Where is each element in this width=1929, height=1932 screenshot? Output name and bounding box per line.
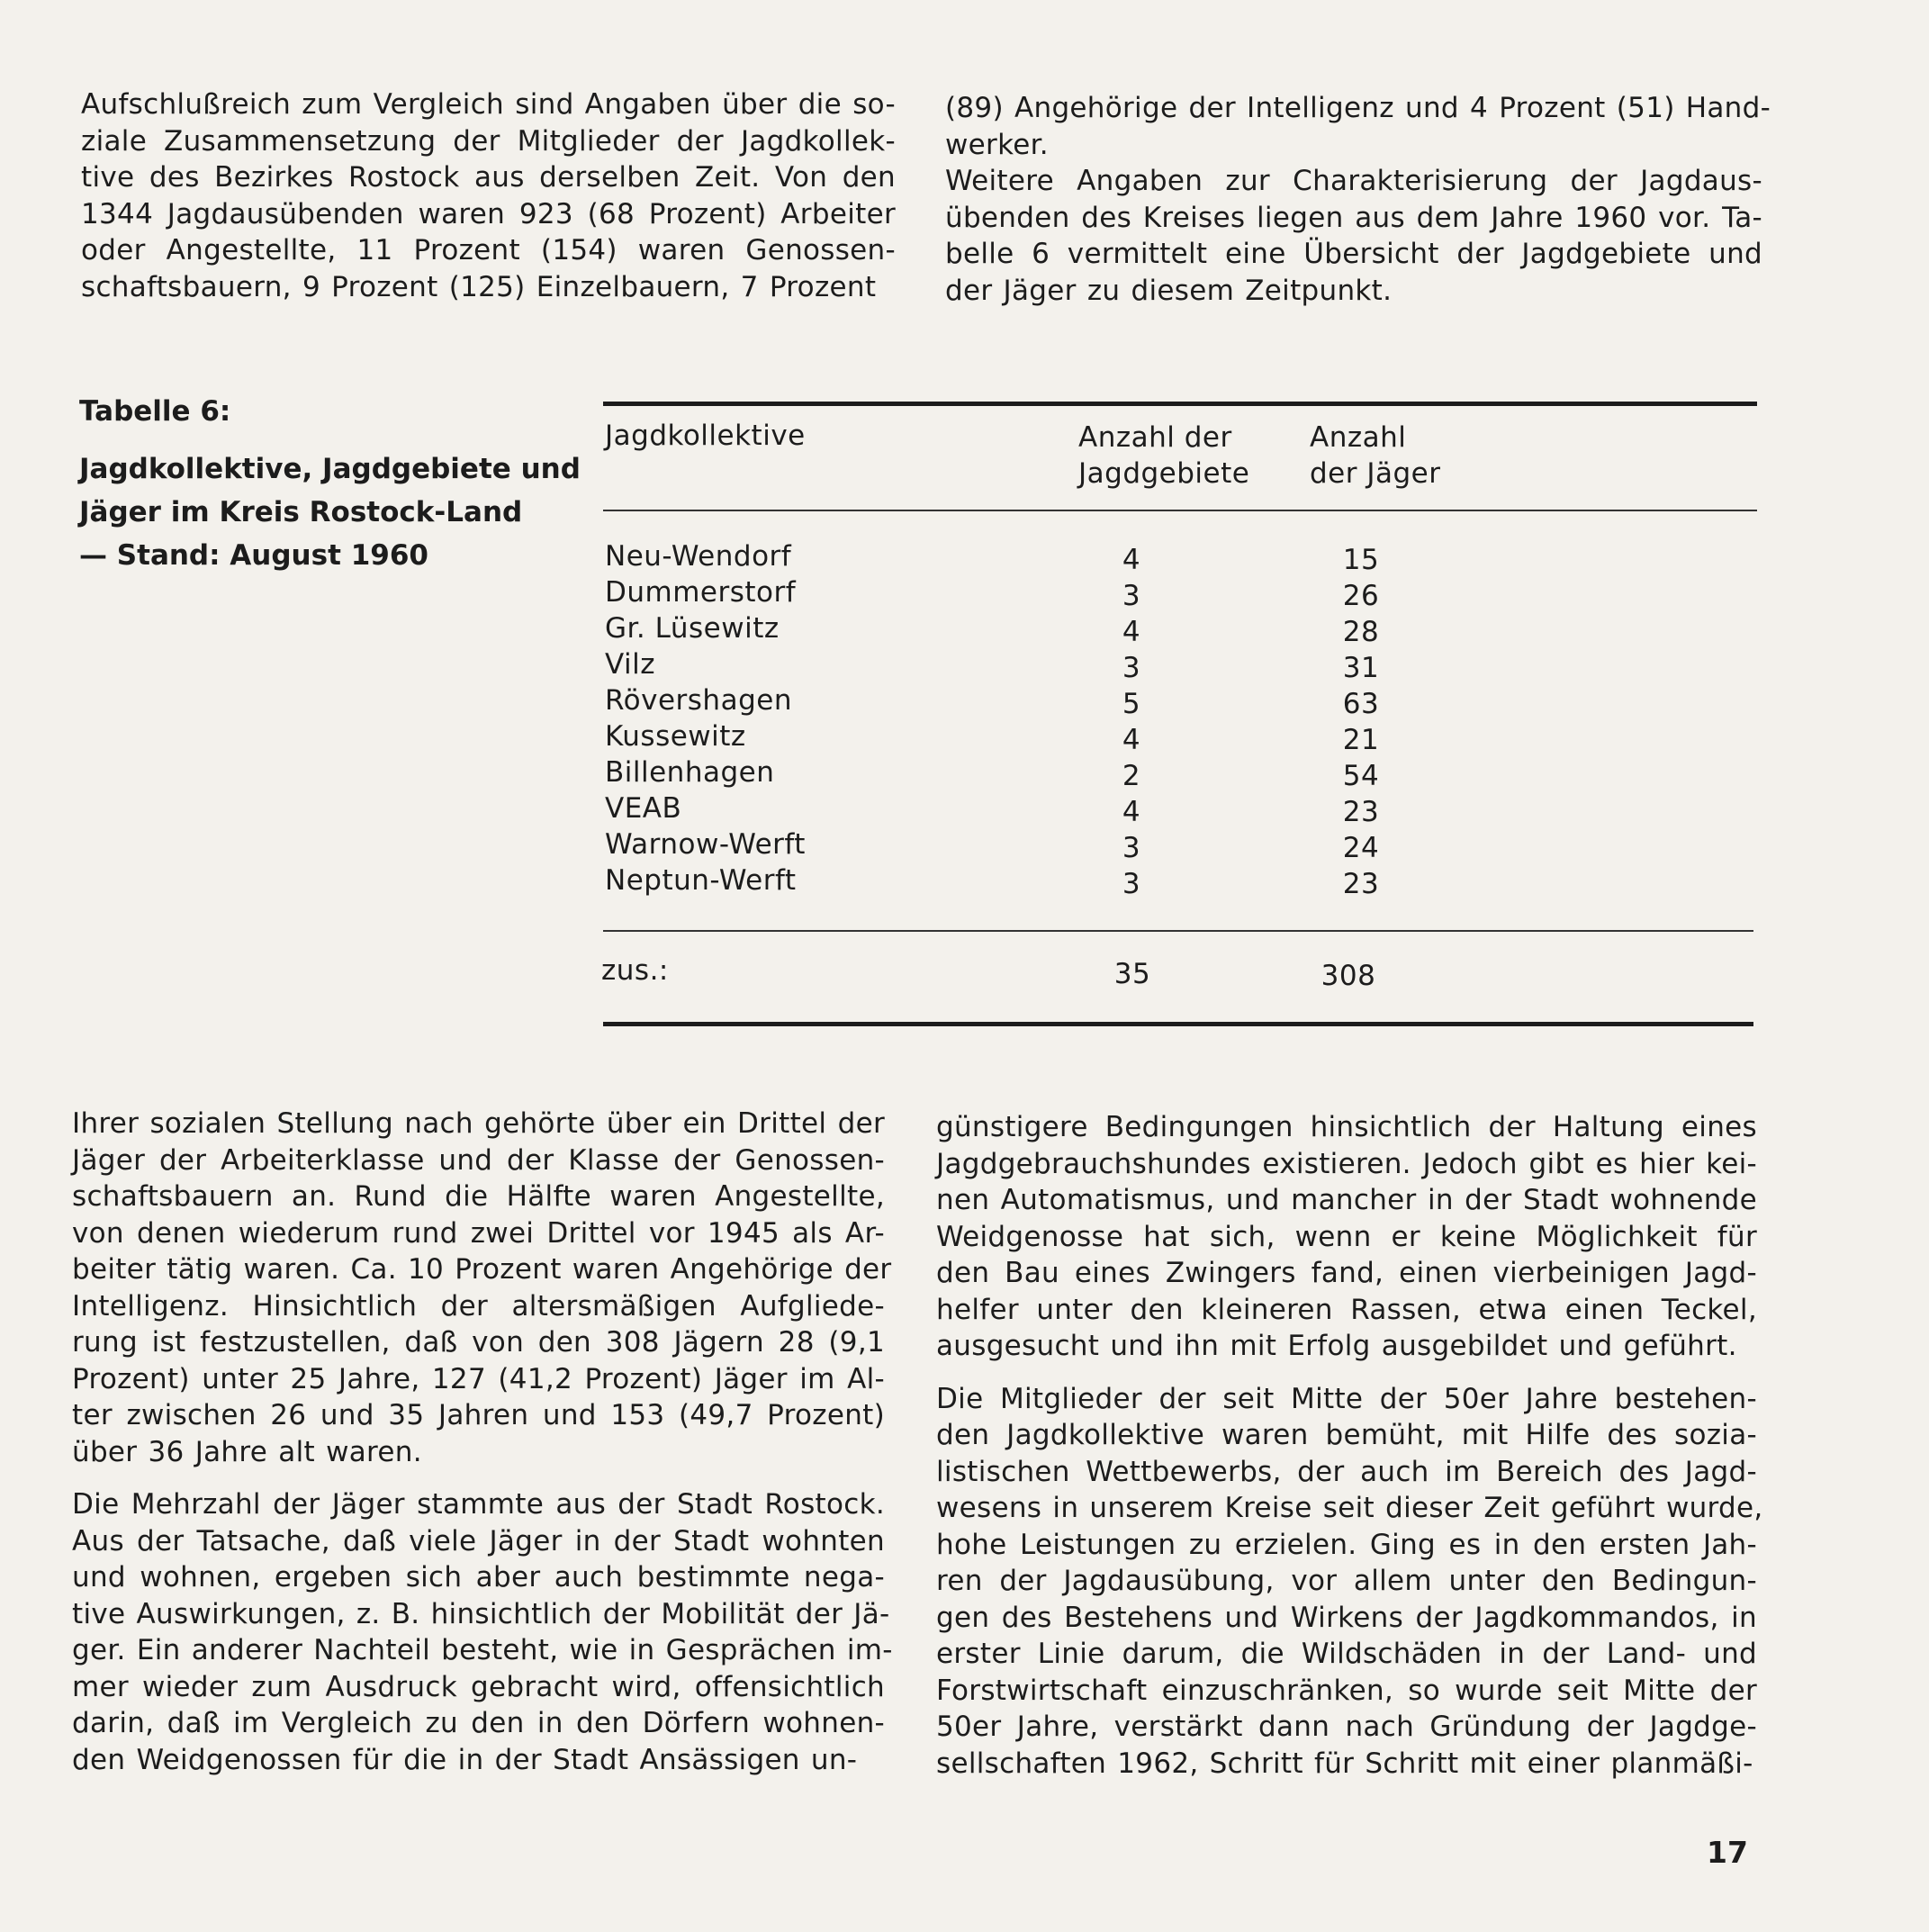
text-line: Forstwirtschaft einzuschränken, so wurde seit Mitte der xyxy=(936,1674,1757,1707)
text-line: Jäger der Arbeiterklasse und der Klasse der Genossen- xyxy=(72,1143,885,1177)
text-line: 50er Jahre, verstärkt dann nach Gründung der Jagdge- xyxy=(936,1711,1757,1743)
text-line: ger. Ein anderer Nachteil besteht, wie in Gesprächen im- xyxy=(72,1634,893,1666)
text-line: günstigere Bedingungen hinsichtlich der Haltung eines xyxy=(936,1111,1757,1143)
table-row xyxy=(605,610,1469,646)
text-line: Weidgenosse hat sich, wenn er keine Möglichkeit für xyxy=(936,1220,1757,1253)
table-caption-label: Tabelle 6: xyxy=(79,395,231,428)
table-row xyxy=(605,862,1469,898)
text-line: rung ist festzustellen, daß von den 308 Jägern 28 (9,1 xyxy=(72,1326,885,1359)
cell-jaeger: 21 xyxy=(1342,724,1380,756)
paragraph xyxy=(936,1109,1757,1365)
text-line: Jagdgebrauchshundes existieren. Jedoch gibt es hier kei- xyxy=(936,1147,1757,1180)
cell-jagdkollektiv: Gr. Lüsewitz xyxy=(605,612,780,645)
cell-jagdkollektiv: Warnow-Werft xyxy=(605,828,806,861)
text-line: Intelligenz. Hinsichtlich der altersmäßigen Aufgliede- xyxy=(72,1289,885,1323)
text-line: 1344 Jagdausübenden waren 923 (68 Prozent) Arbeiter xyxy=(81,197,896,230)
cell-jagdkollektiv: Kussewitz xyxy=(605,720,746,753)
table-caption-line: Jagdkollektive, Jagdgebiete und xyxy=(79,453,581,485)
cell-jagdgebiete: 4 xyxy=(1122,724,1141,756)
header-line: Jagdgebiete xyxy=(1078,457,1250,490)
text-line: ter zwischen 26 und 35 Jahren und 153 (49,7 Prozent) xyxy=(72,1399,885,1431)
text-line: den Weidgenossen für die in der Stadt Ansässigen un- xyxy=(72,1743,858,1776)
table-row xyxy=(605,826,1469,862)
cell-jagdgebiete: 4 xyxy=(1122,616,1141,648)
text-line: wesens in unserem Kreise seit dieser Zeit geführt wurde, xyxy=(936,1492,1763,1524)
cell-jaeger: 26 xyxy=(1342,580,1380,612)
cell-jaeger: 54 xyxy=(1342,760,1380,792)
cell-jagdgebiete: 4 xyxy=(1122,544,1141,576)
paragraph xyxy=(72,1486,893,1778)
table-body xyxy=(605,538,1469,898)
text-line: ausgesucht und ihn mit Erfolg ausgebildet und geführt. xyxy=(936,1330,1737,1362)
text-line: der Jäger zu diesem Zeitpunkt. xyxy=(945,274,1393,307)
header-line: Anzahl xyxy=(1310,421,1407,454)
cell-jaeger: 28 xyxy=(1342,616,1380,648)
intro-right-column xyxy=(945,90,1771,309)
text-line: Aufschlußreich zum Vergleich sind Angaben über die so- xyxy=(81,88,896,121)
text-line: den Bau eines Zwingers fand, einen vierbeinigen Jagd- xyxy=(936,1257,1757,1289)
total-areas: 35 xyxy=(1113,958,1151,990)
intro-left-column xyxy=(81,86,896,305)
text-line: hohe Leistungen zu erzielen. Ging es in den ersten Jah- xyxy=(936,1528,1757,1561)
table-row xyxy=(605,646,1469,682)
text-line: den Jagdkollektive waren bemüht, mit Hilfe des sozia- xyxy=(936,1419,1757,1451)
text-line: (89) Angehörige der Intelligenz und 4 Prozent (51) Hand- xyxy=(945,92,1771,124)
table-caption-line: — Stand: August 1960 xyxy=(79,539,428,572)
total-label: zus.: xyxy=(601,954,669,987)
body-left-column xyxy=(72,1106,893,1778)
cell-jagdgebiete: 4 xyxy=(1122,796,1141,828)
cell-jaeger: 31 xyxy=(1342,652,1380,684)
cell-jagdgebiete: 3 xyxy=(1122,868,1141,900)
text-line: tive des Bezirkes Rostock aus derselben Zeit. Von den xyxy=(81,161,896,194)
cell-jagdkollektiv: Dummerstorf xyxy=(605,576,797,609)
total-hunters: 308 xyxy=(1321,960,1376,992)
table-row xyxy=(605,574,1469,610)
table-header-rule xyxy=(603,510,1757,511)
text-line: belle 6 vermittelt eine Übersicht der Jagdgebiete und xyxy=(945,238,1762,270)
table-row xyxy=(605,754,1469,790)
header-line: der Jäger xyxy=(1310,457,1441,490)
cell-jaeger: 24 xyxy=(1342,832,1380,864)
paragraph xyxy=(72,1106,892,1470)
text-line: helfer unter den kleineren Rassen, etwa einen Teckel, xyxy=(936,1293,1757,1326)
text-line: listischen Wettbewerbs, der auch im Bereich des Jagd- xyxy=(936,1455,1757,1488)
text-line: und wohnen, ergeben sich aber auch bestimmte nega- xyxy=(72,1561,885,1593)
cell-jagdkollektiv: Vilz xyxy=(605,648,656,681)
body-right-column xyxy=(936,1109,1763,1782)
table-row xyxy=(605,790,1469,826)
header-line: Anzahl der xyxy=(1078,421,1232,454)
text-line: erster Linie darum, die Wildschäden in der Land- und xyxy=(936,1638,1757,1670)
text-line: Ihrer sozialen Stellung nach gehörte über ein Drittel der xyxy=(72,1107,885,1140)
header-anzahl-jaeger xyxy=(1310,420,1490,492)
text-line: schaftsbauern, 9 Prozent (125) Einzelbauern, 7 Prozent xyxy=(81,270,877,303)
text-line: nen Automatismus, und mancher in der Stadt wohnende xyxy=(936,1184,1757,1216)
cell-jagdgebiete: 5 xyxy=(1122,688,1141,720)
text-line: sellschaften 1962, Schritt für Schritt mit einer planmäßi- xyxy=(936,1747,1753,1780)
cell-jaeger: 23 xyxy=(1342,796,1380,828)
cell-jaeger: 15 xyxy=(1342,544,1380,576)
page-number: 17 xyxy=(1707,1835,1748,1870)
text-line: tive Auswirkungen, z. B. hinsichtlich der Mobilität der Jä- xyxy=(72,1597,890,1630)
text-line: ren der Jagdausübung, vor allem unter den Bedingun- xyxy=(936,1565,1757,1597)
text-line: beiter tätig waren. Ca. 10 Prozent waren Angehörige der xyxy=(72,1253,892,1286)
cell-jagdkollektiv: Neptun-Werft xyxy=(605,864,797,897)
text-line: ziale Zusammensetzung der Mitglieder der Jagdkollek- xyxy=(81,124,896,158)
table-top-rule xyxy=(603,402,1757,406)
text-line: übenden des Kreises liegen aus dem Jahre 1960 vor. Ta- xyxy=(945,201,1762,234)
header-anzahl-jagdgebiete xyxy=(1078,420,1294,492)
cell-jagdkollektiv: Neu-Wendorf xyxy=(605,540,792,573)
table-caption-line: Jäger im Kreis Rostock-Land xyxy=(79,496,523,528)
text-line: Aus der Tatsache, daß viele Jäger in der Stadt wohnten xyxy=(72,1524,885,1557)
text-line: schaftsbauern an. Rund die Hälfte waren Angestellte, xyxy=(72,1180,885,1213)
cell-jaeger: 23 xyxy=(1342,868,1380,900)
cell-jagdkollektiv: VEAB xyxy=(605,792,682,825)
text-line: werker. xyxy=(945,128,1049,161)
cell-jagdgebiete: 3 xyxy=(1122,832,1141,864)
text-line: Die Mitglieder der seit Mitte der 50er Jahre bestehen- xyxy=(936,1382,1757,1415)
table-row xyxy=(605,718,1469,754)
cell-jagdkollektiv: Billenhagen xyxy=(605,756,775,789)
text-line: über 36 Jahre alt waren. xyxy=(72,1435,422,1468)
text-line: darin, daß im Vergleich zu den in den Dörfern wohnen- xyxy=(72,1707,885,1739)
table-sum-rule xyxy=(603,930,1753,932)
cell-jaeger: 63 xyxy=(1342,688,1380,720)
text-line: Weitere Angaben zur Charakterisierung der Jagdaus- xyxy=(945,165,1762,197)
table-row xyxy=(605,538,1469,574)
text-line: Prozent) unter 25 Jahre, 127 (41,2 Prozent) Jäger im Al- xyxy=(72,1362,885,1395)
cell-jagdgebiete: 3 xyxy=(1122,652,1141,684)
paragraph xyxy=(936,1381,1763,1783)
table-bottom-rule xyxy=(603,1022,1753,1026)
text-line: gen des Bestehens und Wirkens der Jagdkommandos, in xyxy=(936,1601,1757,1634)
cell-jagdkollektiv: Rövershagen xyxy=(605,684,792,717)
table-caption xyxy=(79,390,583,577)
table-row xyxy=(605,682,1469,718)
text-line: Die Mehrzahl der Jäger stammte aus der Stadt Rostock. xyxy=(72,1488,885,1521)
header-jagdkollektive: Jagdkollektive xyxy=(605,420,806,452)
cell-jagdgebiete: 3 xyxy=(1122,580,1141,612)
text-line: von denen wiederum rund zwei Drittel vor 1945 als Ar- xyxy=(72,1216,885,1250)
cell-jagdgebiete: 2 xyxy=(1122,760,1141,792)
text-line: oder Angestellte, 11 Prozent (154) waren Genossen- xyxy=(81,234,896,266)
text-line: mer wieder zum Ausdruck gebracht wird, offensichtlich xyxy=(72,1670,885,1703)
